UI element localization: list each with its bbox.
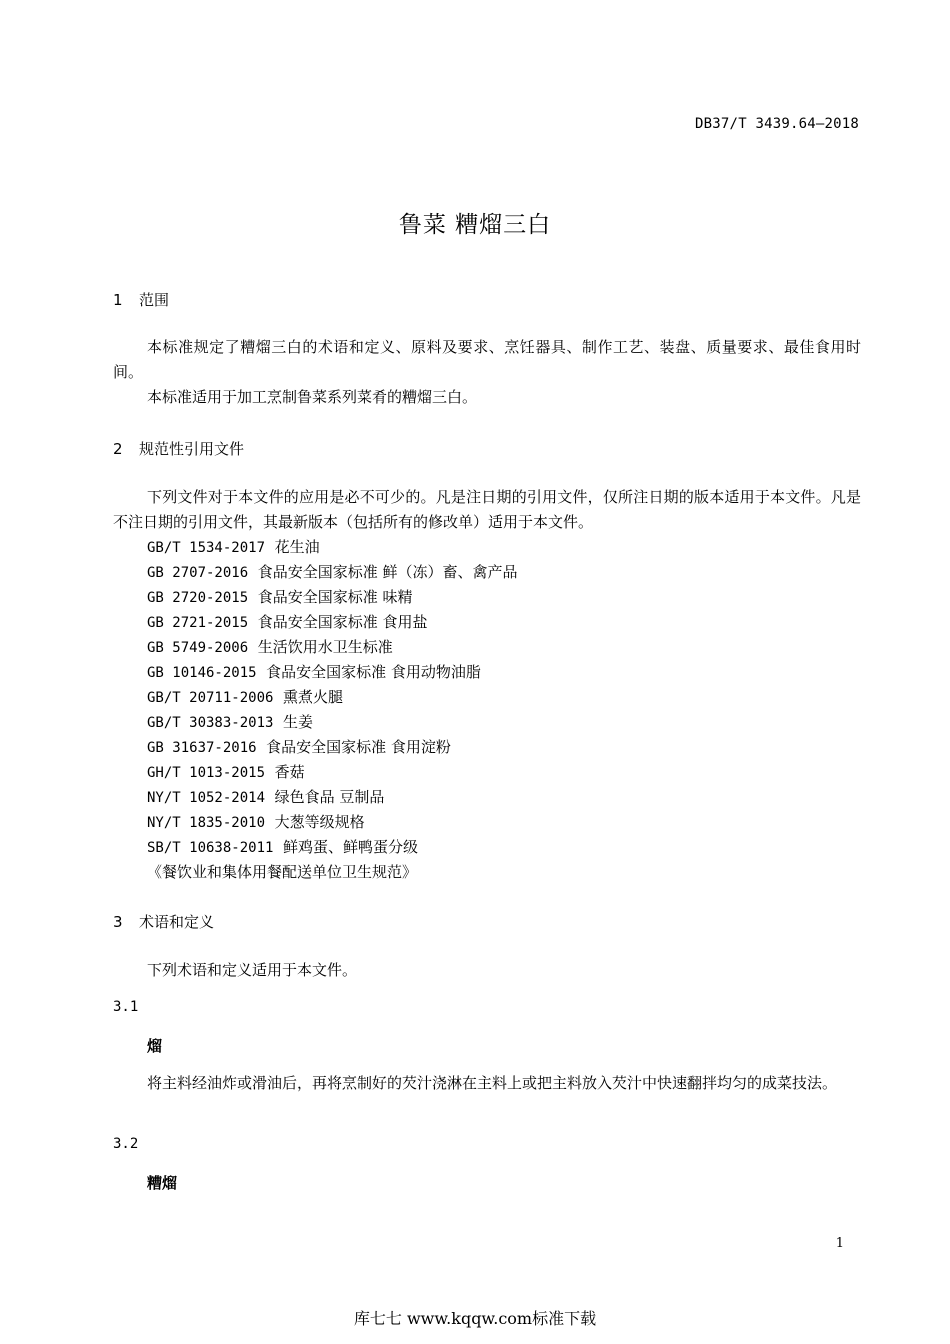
reference-title: 食品安全国家标准 食用盐 (257, 613, 428, 631)
section-title: 术语和定义 (139, 913, 215, 931)
term-name: 糟熘 (147, 1174, 178, 1192)
page-title: 鲁菜 糟熘三白 (398, 212, 552, 238)
reference-title: 大葱等级规格 (274, 813, 365, 831)
document-id: DB37/T 3439.64—2018 (695, 116, 859, 132)
reference-item (147, 836, 418, 857)
reference-title: 熏煮火腿 (282, 688, 343, 706)
reference-code: GB/T 1534-2017 (147, 540, 266, 556)
page-number: 1 (835, 1236, 844, 1251)
reference-item (147, 611, 427, 632)
section-number: 3 (113, 913, 123, 931)
section-1-paragraph-1: 本标准规定了糟熘三白的术语和定义、原料及要求、烹饪器具、制作工艺、装盘、质量要求、最佳食用时间。 (113, 338, 861, 381)
reference-code: GB 2721-2015 (147, 615, 249, 631)
section-2-heading (113, 438, 244, 459)
reference-title: 香菇 (274, 763, 305, 781)
section-1-heading (113, 289, 169, 310)
reference-item (147, 586, 412, 607)
term-number: 3.2 (113, 1136, 139, 1152)
reference-extra: 《餐饮业和集体用餐配送单位卫生规范》 (147, 863, 418, 881)
reference-title: 食品安全国家标准 食用淀粉 (266, 738, 451, 756)
section-number: 2 (113, 440, 123, 458)
footer-watermark: 库七七 www.kqqw.com标准下载 (353, 1309, 597, 1328)
reference-code: GB 10146-2015 (147, 665, 257, 681)
reference-item (147, 661, 481, 682)
reference-code: NY/T 1835-2010 (147, 815, 266, 831)
reference-title: 绿色食品 豆制品 (274, 788, 385, 806)
reference-item (147, 561, 517, 582)
reference-title: 花生油 (274, 538, 320, 556)
section-number: 1 (113, 291, 123, 309)
reference-title: 食品安全国家标准 鲜（冻）畜、禽产品 (257, 563, 518, 581)
reference-code: GB/T 20711-2006 (147, 690, 274, 706)
reference-item (147, 536, 320, 557)
term-number: 3.1 (113, 999, 139, 1015)
reference-code: GH/T 1013-2015 (147, 765, 266, 781)
reference-code: GB 2707-2016 (147, 565, 249, 581)
reference-title: 食品安全国家标准 食用动物油脂 (266, 663, 481, 681)
reference-code: NY/T 1052-2014 (147, 790, 266, 806)
reference-title: 生姜 (282, 713, 313, 731)
section-1-paragraph-2: 本标准适用于加工烹制鲁菜系列菜肴的糟熘三白。 (147, 388, 478, 406)
section-3-heading (113, 911, 214, 932)
reference-item (147, 636, 393, 657)
section-3-intro: 下列术语和定义适用于本文件。 (147, 961, 358, 979)
reference-code: SB/T 10638-2011 (147, 840, 274, 856)
reference-item (147, 811, 365, 832)
reference-item (147, 686, 343, 707)
reference-title: 食品安全国家标准 味精 (257, 588, 413, 606)
term-definition: 将主料经油炸或滑油后，再将烹制好的芡汁浇淋在主料上或把主料放入芡汁中快速翻拌均匀的成菜技法。 (147, 1074, 838, 1092)
reference-code: GB 31637-2016 (147, 740, 257, 756)
section-title: 规范性引用文件 (139, 440, 245, 458)
reference-item (147, 736, 451, 757)
reference-code: GB 5749-2006 (147, 640, 249, 656)
section-title: 范围 (139, 291, 170, 309)
section-2-intro: 下列文件对于本文件的应用是必不可少的。凡是注日期的引用文件，仅所注日期的版本适用于本文件。凡是不注日期的引用文件，其最新版本（包括所有的修改单）适用于本文件。 (113, 488, 861, 531)
reference-code: GB/T 30383-2013 (147, 715, 274, 731)
reference-item (147, 786, 384, 807)
reference-item (147, 761, 305, 782)
reference-item (147, 711, 313, 732)
reference-code: GB 2720-2015 (147, 590, 249, 606)
reference-title: 生活饮用水卫生标准 (257, 638, 393, 656)
reference-title: 鲜鸡蛋、鲜鸭蛋分级 (282, 838, 418, 856)
term-name: 熘 (147, 1037, 163, 1055)
